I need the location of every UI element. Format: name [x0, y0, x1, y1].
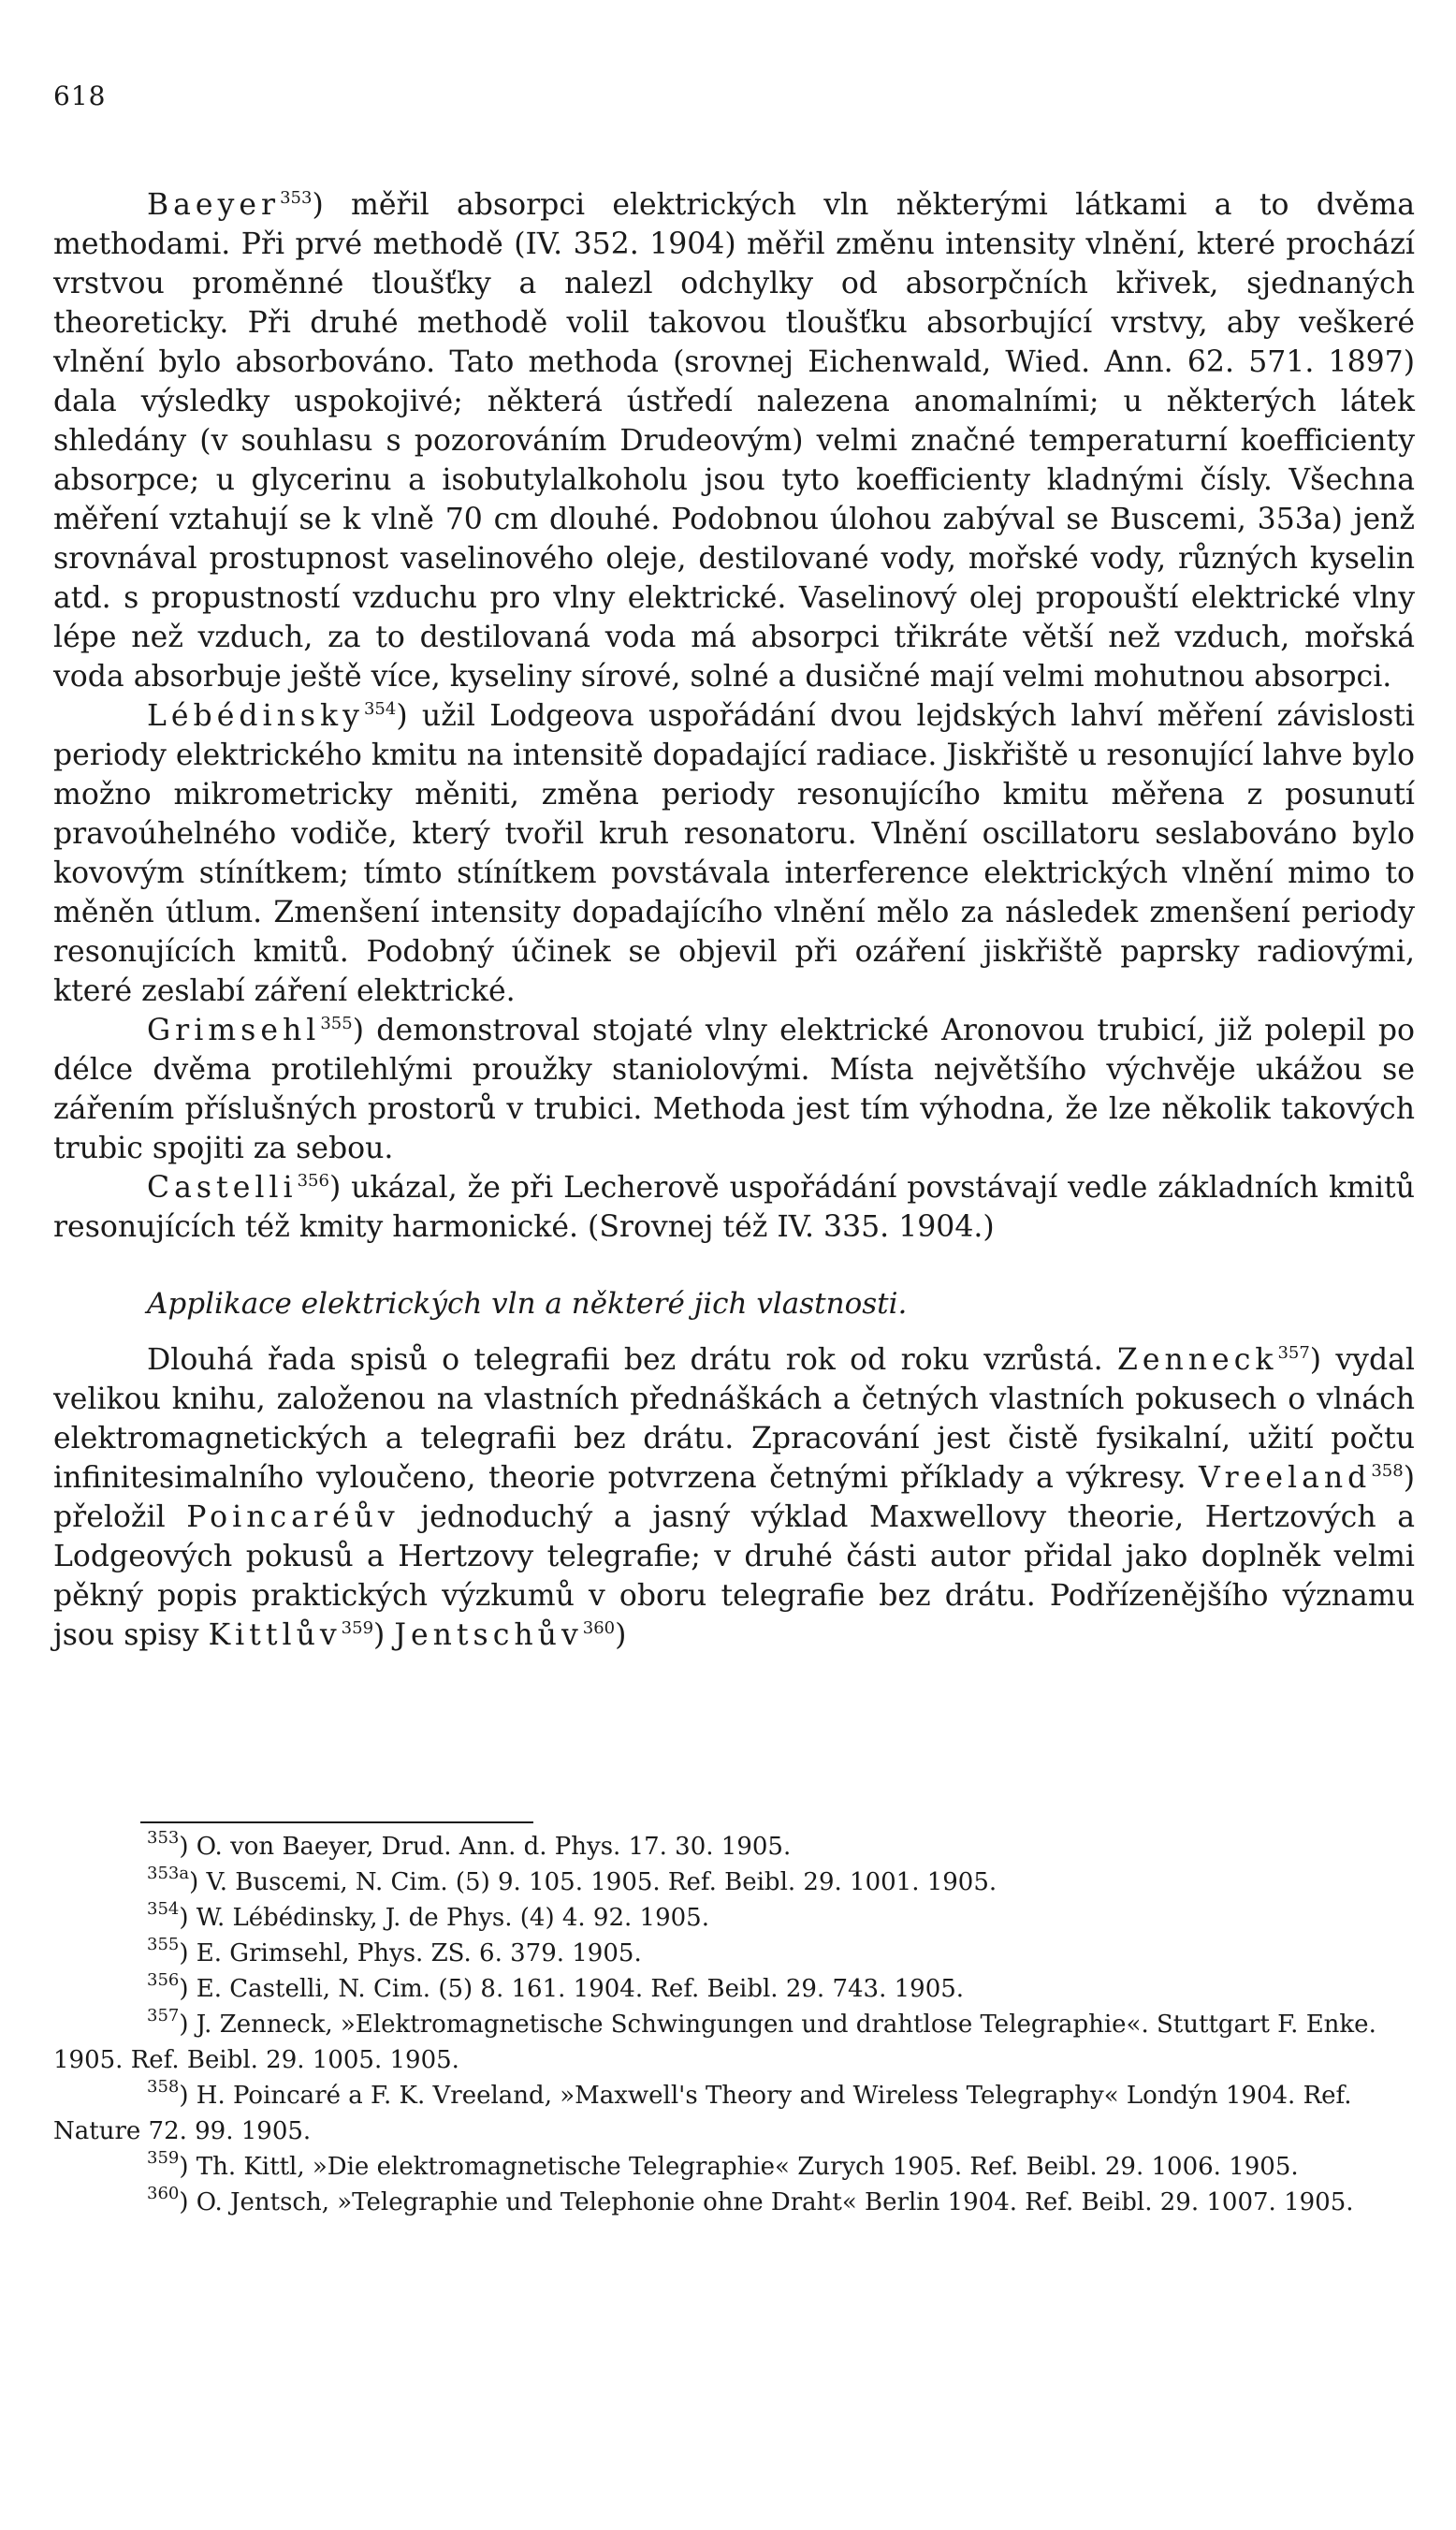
footnote-ref: 356	[297, 1171, 329, 1191]
paragraph-text: ) přeložil	[53, 1461, 1415, 1534]
body-text	[53, 185, 1415, 1655]
footnote-ref: 354	[363, 699, 397, 719]
footnotes	[53, 1829, 1415, 2220]
footnote-ref: 353	[280, 188, 313, 208]
footnote-ref: 357	[1277, 1343, 1310, 1363]
footnote-ref: 360	[582, 1618, 616, 1638]
footnote	[53, 2149, 1415, 2185]
footnote-mark: 353a	[147, 1864, 190, 1883]
footnote-mark: 357	[147, 2006, 180, 2025]
paragraph-text: ) vydal velikou knihu, založenou na vlastních přednáškách a četných vlastních pokusech o vlnách elektromagnetických a telegrafii bez drátu. Zpracování jest čistě fysikalní, užití počtu infinitesimalního vyloučeno, theorie potvrzena četnými příklady a výkresy.	[53, 1343, 1415, 1495]
footnote	[53, 1971, 1415, 2007]
footnote-mark: 354	[147, 1899, 180, 1919]
footnote-text: ) J. Zenneck, »Elektromagnetische Schwingungen und drahtlose Telegraphie«. Stuttgart F. Enke. 1905. Ref. Beibl. 29. 1005. 1905.	[53, 2011, 1376, 2074]
footnote	[53, 1936, 1415, 1971]
author-name: Zenneck	[1116, 1343, 1278, 1377]
author-name: Lébédinsky	[147, 699, 364, 733]
footnote-mark: 359	[147, 2148, 180, 2168]
footnote	[53, 1829, 1415, 1865]
paragraph-text: ) ukázal, že při Lecherově uspořádání povstávají vedle základních kmitů resonujících též kmity harmonické. (Srovnej též IV. 335. 1904.)	[53, 1171, 1415, 1244]
footnote-text: ) V. Buscemi, N. Cim. (5) 9. 105. 1905. Ref. Beibl. 29. 1001. 1905.	[189, 1868, 997, 1896]
footnote-mark: 353	[147, 1828, 180, 1848]
footnote	[53, 2007, 1415, 2078]
page-number: 618	[53, 80, 107, 111]
author-name: Vreeland	[1198, 1461, 1372, 1495]
footnote-mark: 355	[147, 1935, 180, 1954]
paragraph-applikace	[53, 1340, 1415, 1655]
author-name: Kittlův	[208, 1618, 342, 1652]
footnote-text: ) E. Grimsehl, Phys. ZS. 6. 379. 1905.	[179, 1939, 642, 1967]
author-name: Poincaréův	[186, 1500, 400, 1534]
footnote-ref: 359	[341, 1618, 374, 1638]
footnote	[53, 2078, 1415, 2149]
author-name: Baeyer	[147, 188, 281, 222]
paragraph-text: )	[373, 1618, 395, 1652]
footnote-text: ) E. Castelli, N. Cim. (5) 8. 161. 1904. Ref. Beibl. 29. 743. 1905.	[179, 1975, 965, 2003]
footnote-mark: 358	[147, 2077, 180, 2097]
footnote-text: ) O. von Baeyer, Drud. Ann. d. Phys. 17. 30. 1905.	[179, 1833, 792, 1861]
footnote-ref: 355	[320, 1014, 353, 1033]
paragraph-castelli	[53, 1168, 1415, 1247]
footnote	[53, 1900, 1415, 1936]
section-heading: Applikace elektrických vln a některé jich vlastnosti.	[147, 1287, 908, 1321]
footnote-text: ) O. Jentsch, »Telegraphie und Telephonie ohne Draht« Berlin 1904. Ref. Beibl. 29. 1007. 1905.	[179, 2188, 1354, 2216]
paragraph-text: ) demonstroval stojaté vlny elektrické Aronovou trubicí, již polepil po délce dvěma protilehlými proužky staniolovými. Místa největšího výchvěje ukážou se zářením příslušných prostorů v trubici. Methoda jest tím výhodna, že lze několik takových trubic spojiti za sebou.	[53, 1014, 1415, 1165]
footnote-mark: 360	[147, 2184, 180, 2203]
paragraph-text: ) užil Lodgeova uspořádání dvou lejdských lahví měření závislosti periody elektrického kmitu na intensitě dopadající radiace. Jiskřiště u resonující lahve bylo možno mikrometricky měniti, změna periody resonujícího kmitu měřena z posunutí pravoúhelného vodiče, který tvořil kruh resonatoru. Vlnění oscillatoru seslabováno bylo kovovým stínítkem; tímto stínítkem povstávala interference elektrických vlnění mimo to měněn útlum. Zmenšení intensity dopadajícího vlnění mělo za následek zmenšení periody resonujících kmitů. Podobný účinek se objevil při ozáření jiskřiště paprsky radiovými, které zeslabí záření elektrické.	[53, 699, 1415, 1008]
paragraph-text: jednoduchý a jasný výklad Maxwellovy theorie, Hertzových a Lodgeových pokusů a Hertzovy telegrafie; v druhé části autor přidal jako doplněk velmi pěkný popis praktických výzkumů v oboru telegrafie bez drátu. Podřízenějšího významu jsou spisy	[53, 1500, 1415, 1652]
paragraph-text: ) měřil absorpci elektrických vln některými látkami a to dvěma methodami. Při prvé methodě (IV. 352. 1904) měřil změnu intensity vlnění, které prochází vrstvou proměnné tloušťky a nalezl odchylky od absorpčních křivek, sjednaných theoreticky. Při druhé methodě volil takovou tloušťku absorbující vrstvy, aby veškeré vlnění bylo absorbováno. Tato methoda (srovnej Eichenwald, Wied. Ann. 62. 571. 1897) dala výsledky uspokojivé; některá ústředí nalezena anomalními; u některých látek shledány (v souhlasu s pozorováním Drudeovým) velmi značné temperaturní koefficienty absorpce; u glycerinu a isobutylalkoholu jsou tyto koefficienty kladnými čísly. Všechna měření vztahují se k vlně 70 cm dlouhé. Podobnou úlohou zabýval se Buscemi, 353a) jenž srovnával prostupnost vaselinového oleje, destilované vody, mořské vody, různých kyselin atd. s propustností vzduchu pro vlny elektrické. Vaselinový olej propouští elektrické vlny lépe než vzduch, za to destilovaná voda má absorpci třikráte větší než vzduch, mořská voda absorbuje ještě více, kyseliny sírové, solné a dusičné mají velmi mohutnou absorpci.	[53, 188, 1415, 694]
footnote-text: ) W. Lébédinsky, J. de Phys. (4) 4. 92. 1905.	[179, 1904, 709, 1932]
paragraph-text: Dlouhá řada spisů o telegrafii bez drátu rok od roku vzrůstá.	[147, 1343, 1117, 1377]
paragraph-text: )	[615, 1618, 627, 1652]
paragraph-baeyer	[53, 185, 1415, 696]
footnote	[53, 1865, 1415, 1900]
footnote-ref: 358	[1371, 1461, 1404, 1481]
footnote-text: ) Th. Kittl, »Die elektromagnetische Telegraphie« Zurych 1905. Ref. Beibl. 29. 1006. 1905.	[179, 2153, 1299, 2181]
footnote-text: ) H. Poincaré a F. K. Vreeland, »Maxwell's Theory and Wireless Telegraphy« Londýn 1904. Ref. Nature 72. 99. 1905.	[53, 2082, 1352, 2145]
footnote-divider	[140, 1821, 533, 1823]
footnote	[53, 2185, 1415, 2220]
footnote-mark: 356	[147, 1970, 180, 1990]
author-name: Grimsehl	[147, 1014, 321, 1047]
author-name: Jentschův	[394, 1618, 583, 1652]
paragraph-lebedinsky	[53, 696, 1415, 1011]
paragraph-grimsehl	[53, 1011, 1415, 1168]
author-name: Castelli	[147, 1171, 298, 1205]
